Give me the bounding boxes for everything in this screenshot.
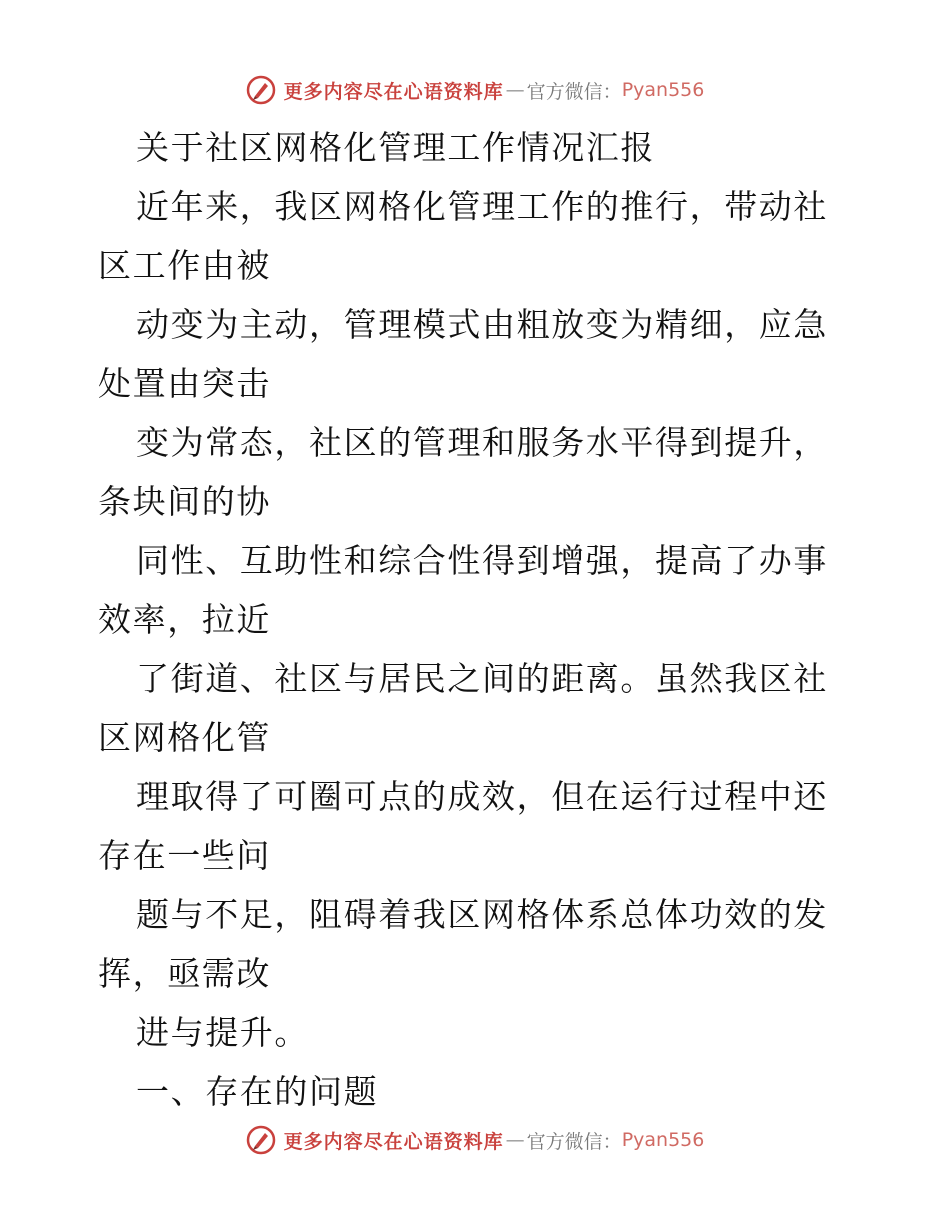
paragraph: 了街道、社区与居民之间的距离。虽然我区社区网格化管 (98, 659, 828, 757)
watermark-label: 官方微信： (526, 80, 622, 103)
paragraph: 同性、互助性和综合性得到增强，提高了办事效率，拉近 (98, 541, 828, 639)
document-body (98, 118, 858, 1121)
watermark-id: Pyan556 (621, 79, 705, 101)
section-heading: 一、存在的问题 (136, 1072, 379, 1111)
header-watermark (0, 70, 950, 110)
paragraph: 变为常态，社区的管理和服务水平得到提升，条块间的协 (98, 423, 828, 521)
watermark-dash: — (505, 79, 525, 101)
paragraph: 题与不足，阻碍着我区网格体系总体功效的发挥，亟需改 (98, 895, 828, 993)
watermark-dash: — (505, 1129, 525, 1151)
watermark-label: 官方微信： (526, 1130, 622, 1153)
pen-logo-icon (246, 75, 276, 105)
pen-logo-icon (246, 1125, 276, 1155)
watermark-id: Pyan556 (621, 1129, 705, 1151)
watermark-brand: 更多内容尽在心语资料库 (283, 1130, 504, 1153)
paragraph: 进与提升。 (136, 1013, 309, 1052)
document-title: 关于社区网格化管理工作情况汇报 (136, 128, 655, 167)
watermark-brand: 更多内容尽在心语资料库 (283, 80, 504, 103)
paragraph: 理取得了可圈可点的成效，但在运行过程中还存在一些问 (98, 777, 828, 875)
paragraph: 近年来，我区网格化管理工作的推行，带动社区工作由被 (98, 187, 828, 285)
footer-watermark (0, 1120, 950, 1160)
paragraph: 动变为主动，管理模式由粗放变为精细，应急处置由突击 (98, 305, 828, 403)
